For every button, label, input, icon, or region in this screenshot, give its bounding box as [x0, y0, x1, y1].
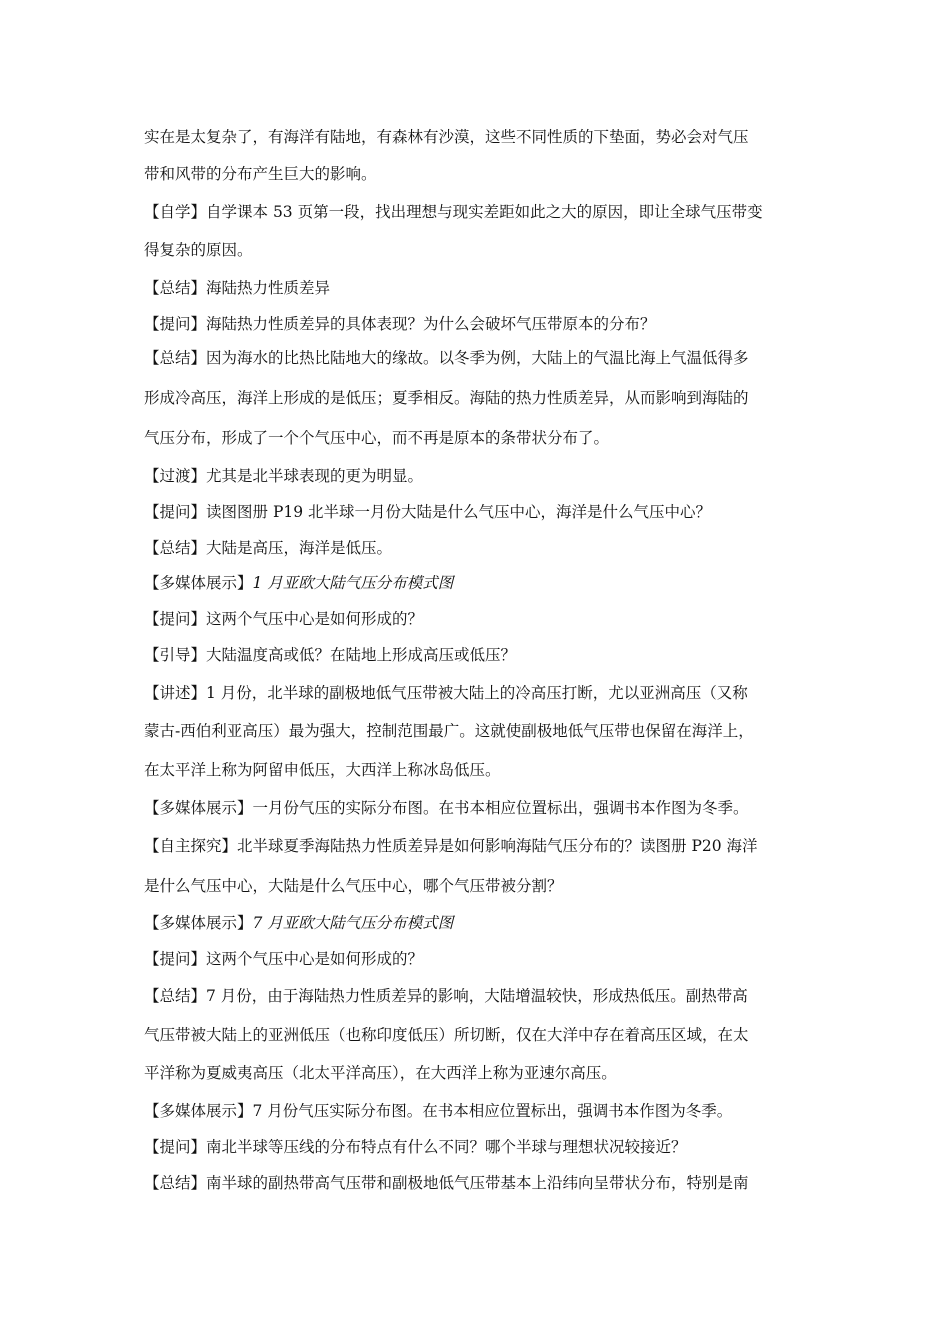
line-text: 7 月份气压实际分布图。在书本相应位置标出，强调书本作图为冬季。 — [252, 1102, 733, 1120]
text-line — [144, 876, 824, 896]
line-text: 自学课本 53 页第一段，找出理想与现实差距如此之大的原因，即让全球气压带变 — [206, 203, 763, 221]
section-tag: 【多媒体展示】 — [144, 914, 253, 932]
text-line — [144, 1025, 824, 1045]
text-line — [144, 502, 824, 522]
text-line — [144, 466, 824, 486]
line-text: 平洋称为夏威夷高压（北太平洋高压），在大西洋上称为亚速尔高压。 — [144, 1064, 617, 1082]
text-line — [144, 986, 824, 1006]
line-text: 南半球的副热带高气压带和副极地低气压带基本上沿纬向呈带状分布，特别是南 — [206, 1174, 749, 1192]
section-tag: 【总结】 — [144, 539, 207, 557]
line-text: 1 月份，北半球的副极地低气压带被大陆上的冷高压打断，尤以亚洲高压（又称 — [206, 684, 748, 702]
text-line — [144, 1173, 824, 1193]
section-tag: 【提问】 — [144, 315, 207, 333]
text-line — [144, 836, 824, 856]
line-text: 气压分布，形成了一个个气压中心，而不再是原本的条带状分布了。 — [144, 429, 610, 447]
section-tag: 【总结】 — [144, 279, 207, 297]
line-text: 7 月亚欧大陆气压分布模式图 — [252, 914, 454, 932]
text-line — [144, 240, 824, 260]
text-line — [144, 1137, 824, 1157]
section-tag: 【提问】 — [144, 1138, 207, 1156]
line-text: 蒙古-西伯利亚高压）最为强大，控制范围最广。这就使副极地低气压带也保留在海洋上， — [144, 722, 754, 740]
text-line — [144, 278, 824, 298]
line-text: 在太平洋上称为阿留申低压，大西洋上称冰岛低压。 — [144, 761, 501, 779]
line-text: 这两个气压中心是如何形成的？ — [206, 610, 424, 628]
section-tag: 【提问】 — [144, 950, 207, 968]
text-line — [144, 1101, 824, 1121]
line-text: 因为海水的比热比陆地大的缘故。以冬季为例，大陆上的气温比海上气温低得多 — [206, 349, 749, 367]
section-tag: 【提问】 — [144, 610, 207, 628]
text-line — [144, 348, 824, 368]
text-line — [144, 202, 824, 222]
line-text: 1 月亚欧大陆气压分布模式图 — [252, 574, 454, 592]
line-text: 读图图册 P19 北半球一月份大陆是什么气压中心，海洋是什么气压中心？ — [206, 503, 712, 521]
section-tag: 【多媒体展示】 — [144, 1102, 253, 1120]
text-line — [144, 573, 824, 593]
line-text: 7 月份，由于海陆热力性质差异的影响，大陆增温较快，形成热低压。副热带高 — [206, 987, 748, 1005]
text-line — [144, 683, 824, 703]
section-tag: 【讲述】 — [144, 684, 207, 702]
line-text: 这两个气压中心是如何形成的？ — [206, 950, 424, 968]
line-text: 北半球夏季海陆热力性质差异是如何影响海陆气压分布的？读图册 P20 海洋 — [237, 837, 758, 855]
text-line — [144, 609, 824, 629]
line-text: 南北半球等压线的分布特点有什么不同？哪个半球与理想状况较接近？ — [206, 1138, 687, 1156]
section-tag: 【过渡】 — [144, 467, 207, 485]
text-line — [144, 760, 824, 780]
section-tag: 【总结】 — [144, 349, 207, 367]
line-text: 大陆是高压，海洋是低压。 — [206, 539, 393, 557]
text-line — [144, 314, 824, 334]
line-text: 形成冷高压，海洋上形成的是低压；夏季相反。海陆的热力性质差异，从而影响到海陆的 — [144, 389, 749, 407]
section-tag: 【总结】 — [144, 1174, 207, 1192]
line-text: 海陆热力性质差异 — [206, 279, 331, 297]
text-line — [144, 428, 824, 448]
section-tag: 【总结】 — [144, 987, 207, 1005]
line-text: 带和风带的分布产生巨大的影响。 — [144, 165, 377, 183]
text-line — [144, 1063, 824, 1083]
text-line — [144, 721, 824, 741]
text-line — [144, 913, 824, 933]
line-text: 气压带被大陆上的亚洲低压（也称印度低压）所切断，仅在大洋中存在着高压区域，在太 — [144, 1026, 749, 1044]
line-text: 是什么气压中心，大陆是什么气压中心，哪个气压带被分割？ — [144, 877, 563, 895]
section-tag: 【引导】 — [144, 646, 207, 664]
text-line — [144, 645, 824, 665]
section-tag: 【自主探究】 — [144, 837, 238, 855]
line-text: 得复杂的原因。 — [144, 241, 253, 259]
section-tag: 【多媒体展示】 — [144, 799, 253, 817]
text-line — [144, 164, 824, 184]
section-tag: 【提问】 — [144, 503, 207, 521]
text-line — [144, 388, 824, 408]
line-text: 海陆热力性质差异的具体表现？为什么会破坏气压带原本的分布？ — [206, 315, 656, 333]
text-line — [144, 127, 824, 147]
text-line — [144, 798, 824, 818]
line-text: 大陆温度高或低？在陆地上形成高压或低压？ — [206, 646, 517, 664]
text-line — [144, 538, 824, 558]
section-tag: 【自学】 — [144, 203, 207, 221]
line-text: 尤其是北半球表现的更为明显。 — [206, 467, 424, 485]
section-tag: 【多媒体展示】 — [144, 574, 253, 592]
line-text: 实在是太复杂了，有海洋有陆地，有森林有沙漠，这些不同性质的下垫面，势必会对气压 — [144, 128, 749, 146]
text-line — [144, 949, 824, 969]
line-text: 一月份气压的实际分布图。在书本相应位置标出，强调书本作图为冬季。 — [252, 799, 749, 817]
